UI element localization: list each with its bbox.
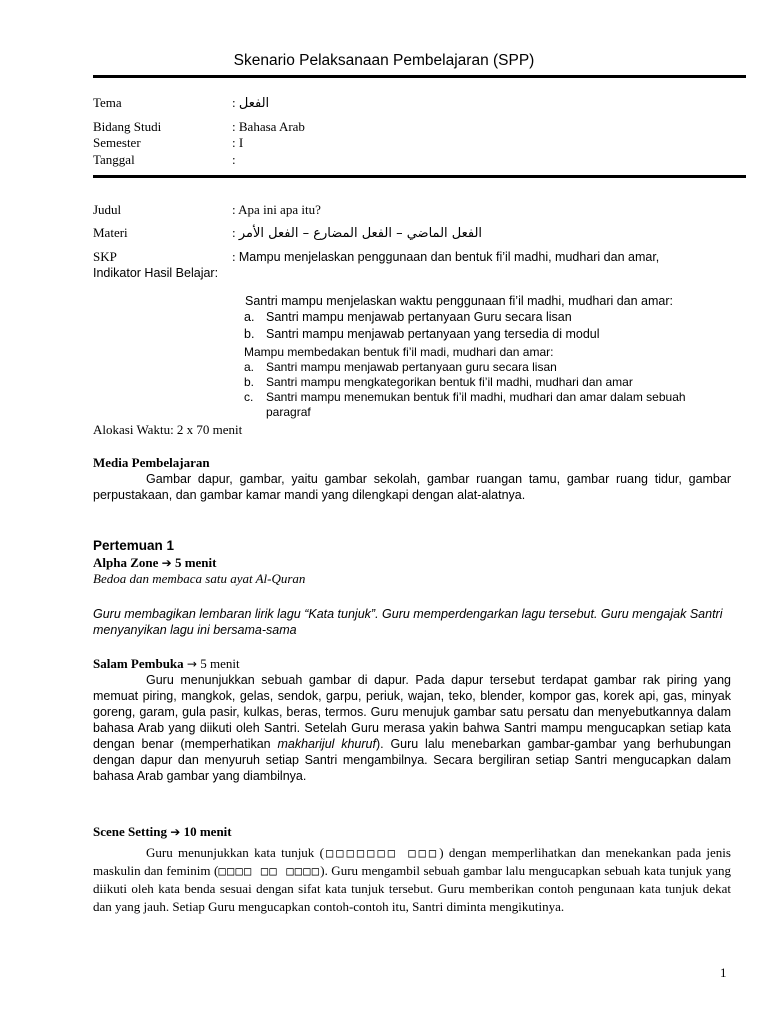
pertemuan-heading: Pertemuan 1 — [93, 538, 175, 553]
alokasi-waktu: Alokasi Waktu: 2 x 70 menit — [93, 422, 243, 437]
list-item: a. — [244, 310, 255, 324]
missing-glyphs: □□□□□□□ □□□ — [323, 846, 440, 860]
list-item-text: Santri mampu mengkategorikan bentuk fi’il madhi, mudhari dan amar — [266, 375, 633, 389]
alpha-heading: Alpha Zone ➔ 5 menit — [93, 555, 217, 570]
arrow-right-icon: ➔ — [161, 556, 172, 570]
missing-glyphs: □□□□ □□ □□□□ — [218, 864, 321, 878]
scene-text: Guru menunjukkan kata tunjuk (□□□□□□□ □□□) dengan memperlihatkan dan menekankan pada jenis maskulin dan feminim (□□□□ □□ □□□□). Guru mengambil sebuah gambar lalu mengucapkan sebuah kata tunjuk yang diikuti oleh kata benda sesuai dengan sifat kata tunjuk tersebut. Guru memberikan contoh pengunaan kata tunjuk dekat dan yang jauh. Setiap Guru mengucapkan contoh-contoh itu, Santri diminta mengikutinya. — [93, 845, 732, 914]
alpha-line-2: Guru membagikan lembaran lirik lagu “Kata tunjuk”. Guru memperdengarkan lagu tersebut. Guru mengajak Santri menyanyikan lagu ini bersama-sama — [93, 607, 723, 637]
list-item-text: Santri mampu menjawab pertanyaan Guru secara lisan — [266, 310, 572, 324]
list-item-text: Santri mampu menjawab pertanyaan guru secara lisan — [266, 360, 557, 374]
skp-row: SKP : Mampu menjelaskan penggunaan dan bentuk fi’il madhi, mudhari dan amar, — [93, 249, 660, 264]
indikator-label: Indikator Hasil Belajar: — [93, 266, 219, 280]
list-item-text: Santri mampu menemukan bentuk fi’il madhi, mudhari dan amar dalam sebuah — [266, 390, 686, 404]
document-page: Skenario Pelaksanaan Pembelajaran (SPP) Tema : الفعل Bidang Studi : Bahasa Arab Semester : I Tanggal : Judul : Apa ini apa itu? Materi : الفعل الماضي – الفعل المضارع – الفعل الأمر SKP : Mampu menjelaskan penggunaan dan bentuk fi’il madhi, mudhari dan amar, Indikator Hasil Belajar: Santri mampu menjelaskan waktu penggunaan fi’il madhi, mudhari dan amar: a. Santri mampu menjawab pertanyaan Guru secara lisan b. Santri mampu menjawab pertanyaan yang tersedia di modul Mampu membedakan bentuk fi’il madi, mudhari dan amar: a. Santri mampu menjawab pertanyaan guru secara lisan b. Santri mampu mengkategorikan bentuk fi’il madhi, mudhari dan amar c. Santri mampu menemukan bentuk fi’il madhi, mudhari dan amar dalam sebuah paragraf Alokasi Waktu: 2 x 70 menit Media Pembelajaran Gambar dapur, gambar, yaitu gambar sekolah, gambar ruangan tamu, gambar ruang tidur, gambar perpustakaan, dan gambar kamar mandi yang dilengkapi dengan alat-alatnya. Pertemuan 1 Alpha Zone ➔ 5 menit Bedoa dan membaca satu ayat Al-Quran Guru membagikan lembaran lirik lagu “Kata tunjuk”. Guru memperdengarkan lagu tersebut. Guru mengajak Santri menyanyikan lagu ini bersama-sama Salam Pembuka → 5 menit Guru menunjukkan sebuah gambar di dapur. Pada dapur tersebut terdapat gambar rak piring yang memuat piring, mangkok, gelas, sendok, garpu, periuk, wajan, teko, blender, kompor gas, korek api, gas, minyak goreng, garam, gula pasir, kulkas, beras, termos. Guru menujuk gambar satu persatu dan menyebutkannya dalam bahasa Arab yang diikuti oleh Santri. Setelah Guru merasa yakin bahwa Santri mampu mengucapkan setiap kata dengan benar (memperhatikan makharijul khuruf). Guru lalu menebarkan gambar-gambar yang berhubungan dengan dapur dan menyuruh setiap Santri mengambilnya. Secara bergiliran setiap Santri mengucapkan dalam bahasa Arab gambar yang diambilnya. Scene Setting ➔ 10 menit Guru menunjukkan kata tunjuk (□□□□□□□ □□□) dengan memperlihatkan dan menekankan pada jenis maskulin dan feminim (□□□□ □□ □□□□). Guru mengambil sebuah gambar lalu mengucapkan sebuah kata tunjuk yang diikuti oleh kata benda sesuai dengan sifat kata tunjuk tersebut. Guru memberikan contoh pengunaan kata tunjuk dekat dan yang jauh. Setiap Guru mengucapkan contoh-contoh itu, Santri diminta mengikutinya. 1 — [0, 0, 768, 1024]
salam-text: Guru menunjukkan sebuah gambar di dapur. Pada dapur tersebut terdapat gambar rak piring yang memuat piring, mangkok, gelas, sendok, garpu, periuk, wajan, teko, blender, kompor gas, korek api, gas, minyak goreng, garam, gula pasir, kulkas, beras, termos. Guru menujuk gambar satu persatu dan menyebutkannya dalam bahasa Arab yang diikuti oleh Santri. Setelah Guru merasa yakin bahwa Santri mampu mengucapkan setiap kata dengan benar (memperhatikan makharijul khuruf). Guru lalu menebarkan gambar-gambar yang berhubungan dengan dapur dan menyuruh setiap Santri mengambilnya. Secara bergiliran setiap Santri mengucapkan dalam bahasa Arab gambar yang diambilnya. — [93, 673, 731, 783]
alpha-line-1: Bedoa dan membaca satu ayat Al-Quran — [93, 571, 306, 586]
materi-value: الفعل الماضي – الفعل المضارع – الفعل الأمر — [238, 226, 483, 241]
media-text: Gambar dapur, gambar, yaitu gambar sekolah, gambar ruangan tamu, gambar ruang tidur, gambar perpustakaan, dan gambar kamar mandi yang dilengkapi dengan alat-alatnya. — [93, 472, 731, 502]
skp-label: SKP — [93, 249, 117, 264]
semester-row: Semester : I — [93, 135, 244, 150]
arrow-right-icon: ➔ — [170, 825, 181, 839]
materi-row: Materi : الفعل الماضي – الفعل المضارع – الفعل الأمر — [93, 225, 483, 241]
page-title: Skenario Pelaksanaan Pembelajaran (SPP) — [233, 52, 535, 69]
bidang-value: Bahasa Arab — [238, 119, 305, 134]
semester-value: I — [238, 135, 244, 150]
semester-label: Semester — [93, 135, 141, 150]
bidang-row: Bidang Studi : Bahasa Arab — [93, 119, 305, 134]
list-item-text-cont: paragraf — [266, 405, 311, 419]
header-divider — [93, 175, 746, 178]
tema-value: الفعل — [238, 96, 270, 111]
salam-heading: Salam Pembuka → 5 menit — [93, 656, 240, 671]
tanggal-label: Tanggal — [93, 152, 135, 167]
judul-row: Judul : Apa ini apa itu? — [93, 202, 321, 217]
tanggal-row: Tanggal : — [93, 152, 236, 167]
judul-value: Apa ini apa itu? — [238, 202, 321, 217]
tema-label: Tema — [93, 95, 122, 110]
page-number: 1 — [720, 965, 727, 980]
list-item-text: Santri mampu menjawab pertanyaan yang tersedia di modul — [266, 327, 600, 341]
indikator-intro-2: Mampu membedakan bentuk fi’il madi, mudhari dan amar: — [244, 345, 554, 359]
media-heading: Media Pembelajaran — [93, 455, 210, 470]
judul-label: Judul — [93, 202, 122, 217]
scene-heading: Scene Setting ➔ 10 menit — [93, 824, 232, 839]
bidang-label: Bidang Studi — [93, 119, 162, 134]
indikator-intro-1: Santri mampu menjelaskan waktu penggunaan fi’il madhi, mudhari dan amar: — [245, 294, 674, 308]
arrow-right-icon: → — [186, 657, 197, 671]
skp-value: Mampu menjelaskan penggunaan dan bentuk fi’il madhi, mudhari dan amar, — [238, 250, 660, 264]
tema-row: Tema : الفعل — [93, 95, 270, 111]
materi-label: Materi — [93, 225, 128, 240]
title-divider — [93, 75, 746, 78]
list-item: b. — [244, 327, 255, 341]
